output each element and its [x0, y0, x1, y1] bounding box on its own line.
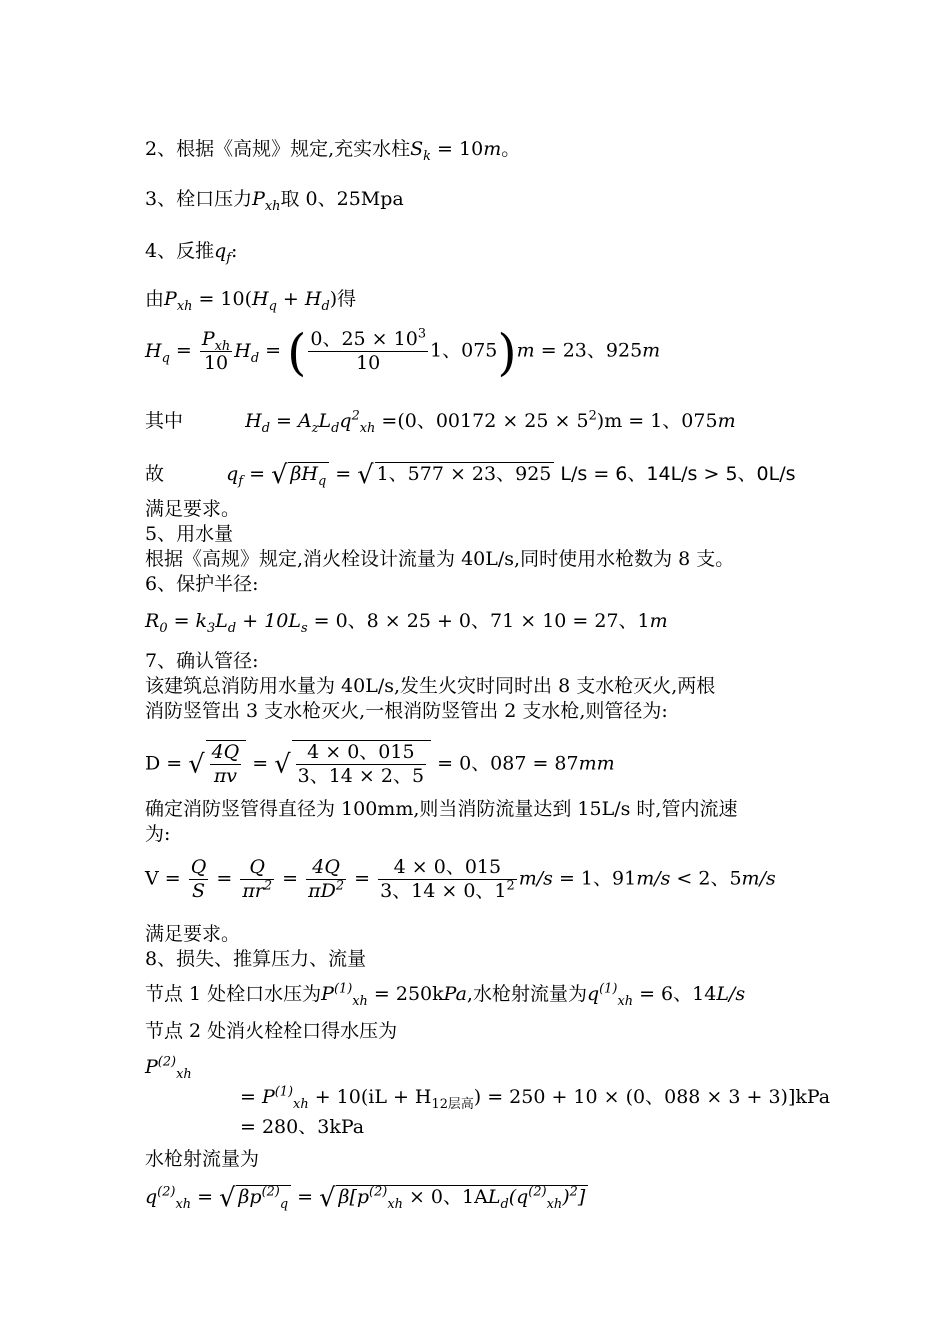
section-7-text-2: 消防竖管出 3 支水枪灭火,一根消防竖管出 2 支水枪,则管径为: [145, 700, 668, 722]
hq-exp: 3 [417, 326, 427, 342]
pressure-relation: 由$P_{xh} = 10(H_q + H_d)$得 [145, 288, 357, 314]
p2-rhs: + 10(iL + H [314, 1086, 432, 1108]
r0-formula: $R_0 = k_3L_d + 10L_s = 0$、8 × 25 + 0、71 × 10 = 27、1m [145, 610, 668, 636]
d-den: 3、14 × 2、5 [297, 765, 425, 787]
r0-value: = 0、8 × 25 + 0、71 × 10 = 27、1 [313, 610, 650, 632]
v-numeric-fraction: $\frac{4 \times 0、015}{3、14 \times 0、1^2}$ [380, 856, 515, 902]
hq-value-fraction [308, 326, 428, 374]
qf-label: 故 [145, 463, 165, 485]
item-4-line: 4、反推$q_f$: [145, 240, 238, 266]
hd-result: )m = 1、075 [596, 410, 718, 432]
p2-tail: ) = 250 + 10 × (0、088 × 3 + 3)]kPa [473, 1086, 831, 1108]
item-2-line: 2、根据《高规》规定,充实水柱$S_k = 10m$。 [145, 138, 521, 164]
hq-hd: 1、075 [430, 339, 498, 362]
d-num: 4 × 0、015 [296, 743, 426, 765]
ok-note-1: 满足要求。 [145, 498, 241, 520]
item-2-text: 2、根据《高规》规定,充实水柱 [145, 138, 411, 160]
item-3-value: 取 0、25Mpa [280, 188, 404, 210]
p2-result: = 280、3kPa [240, 1118, 365, 1134]
v-result: = 1、91 [558, 867, 637, 890]
node-2-text: 节点 2 处消火栓栓口得水压为 [145, 1020, 398, 1042]
section-5-text: 根据《高规》规定,消火栓设计流量为 40L/s,同时使用水枪数为 8 支。 [145, 548, 735, 570]
ok-note-2: 满足要求。 [145, 923, 241, 945]
velocity-text-2: 为: [145, 823, 171, 845]
hq-result: = 23、925 [540, 339, 643, 362]
hd-expr: =(0、00172 × 25 × 5 [381, 410, 589, 432]
qf-result: L/s = 6、14L/s > 5、0L/s [560, 463, 796, 485]
item-4-text: 4、反推 [145, 240, 215, 262]
item-2-value: = 10 [437, 138, 484, 160]
section-8-heading: 8、损失、推算压力、流量 [145, 948, 367, 970]
item-3-text: 3、栓口压力 [145, 188, 253, 210]
p2-symbol: $P^{(2)}_{xh}$ [145, 1054, 192, 1082]
v-den: 3、14 × 0、1 [380, 880, 507, 902]
d-label: D = [145, 752, 183, 775]
d-symbolic-fraction: $\frac{4Q}{\pi v}$ [211, 741, 240, 787]
hq-den: 10 [356, 352, 381, 374]
v-label: V = [145, 867, 181, 890]
d-result: = 0、087 = 87 [437, 752, 579, 775]
node-1-text-2: ,水枪射流量为 [466, 983, 587, 1005]
hq-formula: $H_q$ = $\frac{P_{xh}}{10}$ $H_d$ = ( $\frac{0、25 \times 10^3}{10}$ 1、075)m = 23、925m [145, 323, 661, 382]
hd-formula: 其中 $H_d = A_zL_dq^2_{xh} =(0$、$00172 \times 25 \times 5^2)m = 1$、075m [145, 408, 736, 436]
hd-label: 其中 [145, 410, 184, 432]
relation-suffix: )得 [329, 288, 357, 310]
section-7-heading: 7、确认管径: [145, 650, 259, 672]
qf-formula: 故 $q_f$ = √ $\beta H_q$ = √ 1、577 × 23、925 L/s = 6、14L/s > 5、0L/s [145, 460, 796, 490]
v-num: 4 × 0、015 [378, 858, 517, 880]
hq-num: 0、25 × 10 [310, 328, 418, 350]
hq-pxh-fraction: $\frac{P_{xh}}{10}$ [201, 328, 231, 374]
relation-prefix: 由 [145, 288, 165, 310]
node-1-flow: = 6、14 [639, 983, 717, 1005]
q2-formula: $q^{(2)}_{xh}$ = √ $\beta p^{(2)}_q$ = √ $\beta[p^{(2)}_{xh} \times 0$、$1AL_d(q^{(2)}_{xh})^2$] [145, 1185, 588, 1212]
p2-formula: = $P^{(1)}_{xh} + 10(iL + H_{12层高}) = 250 + 10 \times (0$、088 × 3 + 3)]kPa [240, 1084, 831, 1112]
v-compare: < 2、5 [676, 867, 742, 890]
v-formula: V = $\frac{Q}{S}$ = $\frac{Q}{\pi r^2}$ = $\frac{4Q}{\pi D^2}$ = $\frac{4 \times 0、015}{3、14 \times 0、1^2}$ m/s = 1、91m/s < 2、5m/s [145, 856, 776, 902]
relation-eq: = 10( [198, 288, 253, 310]
p2-sub: 12层高 [431, 1096, 474, 1112]
item-3-line: 3、栓口压力$P_{xh}$取 0、25Mpa [145, 188, 404, 214]
velocity-text-1: 确定消防竖管得直径为 100mm,则当消防流量达到 15L/s 时,管内流速 [145, 798, 738, 820]
node-1-line: 节点 1 处栓口水压为$P^{(1)}_{xh} = 250kPa$,水枪射流量为$q^{(1)}_{xh} = 6$、14L/s [145, 981, 746, 1009]
q2-tail: × 0、1A [408, 1186, 488, 1208]
section-5-heading: 5、用水量 [145, 523, 234, 545]
section-7-text-1: 该建筑总消防用水量为 40L/s,发生火灾时同时出 8 支水枪灭火,两根 [145, 675, 716, 697]
item-4-colon: : [231, 240, 238, 262]
section-6-heading: 6、保护半径: [145, 573, 259, 595]
d-numeric-fraction [296, 743, 426, 786]
item-2-end: 。 [501, 138, 521, 160]
d-formula: D = √ $\frac{4Q}{\pi v}$ = √ $\frac{4 \times 0、015}{3、14 \times 2、5}$ = 0、087 = 87mm [145, 741, 615, 787]
flow-heading: 水枪射流量为 [145, 1148, 260, 1170]
node-1-pressure: = 250k [373, 983, 444, 1005]
qf-radicand: 1、577 × 23、925 [375, 462, 555, 484]
node-1-text: 节点 1 处栓口水压为 [145, 983, 322, 1005]
hd-exp: 2 [588, 408, 597, 424]
